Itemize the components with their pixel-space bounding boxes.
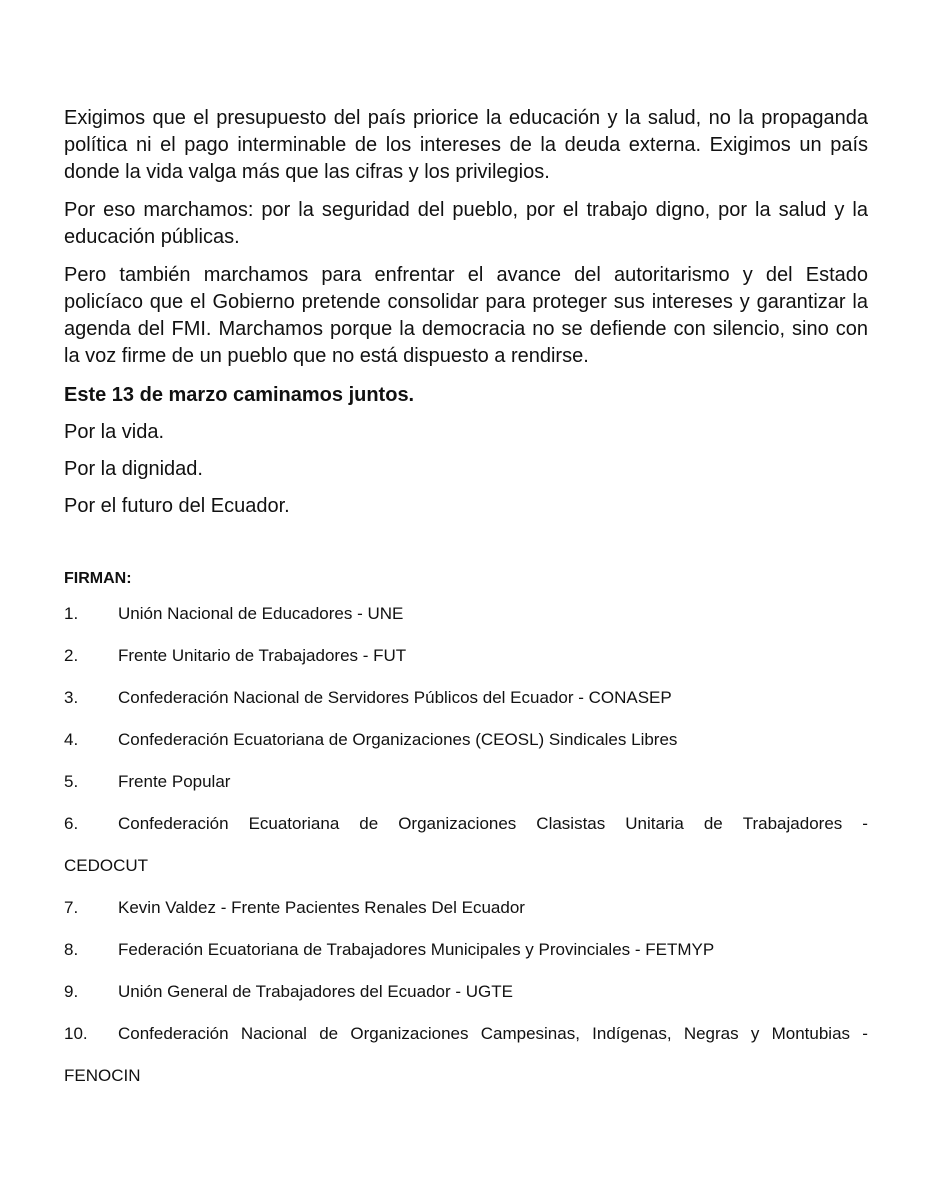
signer-item — [64, 981, 868, 1002]
signer-name: Frente Unitario de Trabajadores - FUT — [118, 646, 407, 665]
signer-item — [64, 687, 868, 708]
signer-number: 4. — [64, 730, 79, 749]
signer-item — [64, 939, 868, 960]
signer-name: Frente Popular — [118, 772, 231, 791]
signer-number: 9. — [64, 982, 79, 1001]
signer-item — [64, 603, 868, 624]
signer-number: 1. — [64, 604, 79, 623]
signer-item — [64, 813, 868, 876]
signer-name: Unión Nacional de Educadores - UNE — [118, 604, 404, 623]
paragraph-why-we-march: Por eso marchamos: por la seguridad del pueblo, por el trabajo digno, por la salud y la educación públicas. — [64, 199, 868, 248]
signer-first-line — [64, 813, 868, 834]
signers-heading: FIRMAN: — [64, 570, 132, 587]
signer-name: Confederación Ecuatoriana de Organizaciones Clasistas Unitaria de Trabajadores - — [118, 814, 868, 833]
signer-number: 3. — [64, 688, 79, 707]
signer-first-line — [64, 1023, 868, 1044]
signer-name: Federación Ecuatoriana de Trabajadores Municipales y Provinciales - FETMYP — [118, 940, 715, 959]
signer-item — [64, 771, 868, 792]
closing-line-dignity: Por la dignidad. — [64, 458, 203, 480]
signer-name-continuation: CEDOCUT — [64, 856, 149, 875]
signer-number: 5. — [64, 772, 79, 791]
signer-number: 10. — [64, 1024, 88, 1043]
signer-number: 6. — [64, 814, 79, 833]
signer-name: Confederación Nacional de Servidores Públicos del Ecuador - CONASEP — [118, 688, 672, 707]
signer-item — [64, 897, 868, 918]
document-body — [64, 105, 868, 530]
signer-name-continuation: FENOCIN — [64, 1066, 141, 1085]
signer-name: Confederación Ecuatoriana de Organizaciones (CEOSL) Sindicales Libres — [118, 730, 678, 749]
signer-item — [64, 645, 868, 666]
signer-number: 2. — [64, 646, 79, 665]
closing-line-life: Por la vida. — [64, 421, 165, 443]
signer-item — [64, 1023, 868, 1086]
signer-name: Confederación Nacional de Organizaciones Campesinas, Indígenas, Negras y Montubias - — [118, 1024, 868, 1043]
paragraph-authoritarianism: Pero también marchamos para enfrentar el avance del autoritarismo y del Estado policíaco que el Gobierno pretende consolidar para proteger sus intereses y garantizar la agenda del FMI. Marchamos porque la democracia no se defiende con silencio, sino con la voz firme de un pueblo que no está dispuesto a rendirse. — [64, 264, 868, 367]
signers-list — [64, 603, 868, 1107]
signer-number: 7. — [64, 898, 79, 917]
paragraph-budget: Exigimos que el presupuesto del país priorice la educación y la salud, no la propaganda política ni el pago interminable de los intereses de la deuda externa. Exigimos un país donde la vida valga más que las cifras y los privilegios. — [64, 107, 868, 183]
signer-name: Unión General de Trabajadores del Ecuador - UGTE — [118, 982, 513, 1001]
signer-item — [64, 729, 868, 750]
march-date-statement: Este 13 de marzo caminamos juntos. — [64, 384, 415, 406]
signer-name: Kevin Valdez - Frente Pacientes Renales Del Ecuador — [118, 898, 525, 917]
signer-number: 8. — [64, 940, 79, 959]
closing-line-future: Por el futuro del Ecuador. — [64, 495, 290, 517]
